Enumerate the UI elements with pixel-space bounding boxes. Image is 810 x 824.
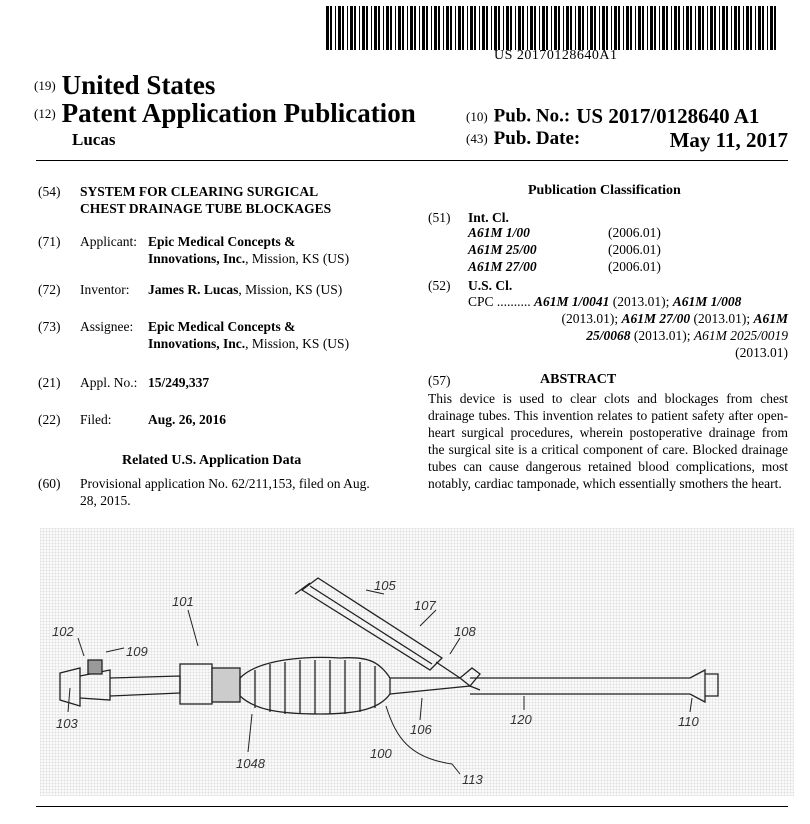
- barcode-bar: [347, 6, 348, 50]
- cpc-version: (2013.01);: [630, 328, 694, 343]
- barcode-bar: [494, 6, 497, 50]
- barcode-bar: [527, 6, 528, 50]
- appl-code: (21): [38, 375, 61, 390]
- barcode-bar: [755, 6, 756, 50]
- intcl-version: (2006.01): [608, 225, 661, 240]
- pub-date-value: May 11, 2017: [669, 128, 788, 152]
- country-name: United States: [61, 70, 216, 100]
- barcode-bar: [474, 6, 476, 50]
- barcode-bar: [374, 6, 377, 50]
- figure-label: 120: [510, 712, 532, 727]
- barcode-bar: [542, 6, 545, 50]
- barcode-bar: [422, 6, 425, 50]
- barcode-bar: [714, 6, 716, 50]
- barcode-bar: [359, 6, 360, 50]
- barcode-bar: [686, 6, 689, 50]
- barcode-bar: [690, 6, 692, 50]
- barcode-bar: [522, 6, 524, 50]
- barcode-bar: [479, 6, 480, 50]
- provisional-line-2: 28, 2015.: [80, 493, 131, 508]
- barcode-bar: [762, 6, 764, 50]
- country-line: [34, 70, 215, 101]
- barcode-bar: [518, 6, 521, 50]
- applicant-name-2: Innovations, Inc.: [148, 251, 246, 266]
- figure-label: 102: [52, 624, 74, 639]
- barcode-bar: [330, 6, 332, 50]
- long-tube: [470, 670, 718, 702]
- barcode-bar: [414, 6, 416, 50]
- inventor-label: Inventor:: [80, 282, 130, 297]
- appl-number: 15/249,337: [148, 375, 210, 390]
- connector: [390, 668, 480, 694]
- appl-label: Appl. No.:: [80, 375, 138, 390]
- barcode-bar: [383, 6, 384, 50]
- pub-no-code: (10): [466, 108, 488, 124]
- title-line-2: CHEST DRAINAGE TUBE BLOCKAGES: [80, 201, 332, 216]
- barcode-bar: [750, 6, 752, 50]
- cpc-class: A61M 27/00: [621, 311, 691, 326]
- barcode-bar: [335, 6, 336, 50]
- abstract-text: This device is used to clear clots and blockages from chest drainage tubes. This invention relates to patient safety after open-heart surgical procedures, wherein postoperative drainage from the surgical site is a critical component of care. Blocked drainage tubes can cause dangerous retained blood complications, most notably, cardiac tamponade, which essentially smothers the heart.: [428, 391, 788, 491]
- barcode-bar: [702, 6, 704, 50]
- barcode-bar: [674, 6, 677, 50]
- barcode-bar: [539, 6, 540, 50]
- footer-divider: [36, 806, 788, 807]
- applicant-label: Applicant:: [80, 234, 137, 249]
- barcode-bar: [594, 6, 596, 50]
- barcode-bar: [671, 6, 672, 50]
- barcode-bar: [743, 6, 744, 50]
- barcode: [326, 6, 780, 50]
- barcode-bar: [566, 6, 569, 50]
- applicant-field: [38, 233, 388, 267]
- barcode-bar: [647, 6, 648, 50]
- barcode-bar: [611, 6, 612, 50]
- barcode-bar: [534, 6, 536, 50]
- barcode-bar: [455, 6, 456, 50]
- header-inventor: Lucas: [72, 130, 116, 149]
- barcode-bar: [470, 6, 473, 50]
- intcl-table: [468, 225, 661, 276]
- applicant-code: (71): [38, 234, 61, 249]
- intcl-class: A61M 27/00: [468, 259, 537, 274]
- barcode-bar: [726, 6, 728, 50]
- uscl-label: U.S. Cl.: [468, 278, 513, 293]
- barcode-bar: [431, 6, 432, 50]
- barcode-bar: [578, 6, 581, 50]
- barcode-bar: [450, 6, 452, 50]
- barcode-bar: [638, 6, 641, 50]
- figure-label: 109: [126, 644, 148, 659]
- cpc-class: 25/0068: [586, 328, 631, 343]
- inventor-code: (72): [38, 282, 61, 297]
- barcode-bar: [362, 6, 365, 50]
- barcode-bar: [446, 6, 449, 50]
- filed-label: Filed:: [80, 412, 112, 427]
- intcl-row: [468, 242, 661, 259]
- provisional-line-1: Provisional application No. 62/211,153, filed on Aug.: [80, 476, 370, 491]
- intcl-label: Int. Cl.: [468, 210, 509, 225]
- barcode-bar: [371, 6, 372, 50]
- patent-figure: [40, 528, 794, 796]
- barcode-bar: [707, 6, 708, 50]
- barcode-bar: [326, 6, 329, 50]
- barcode-bar: [698, 6, 701, 50]
- barcode-bar: [618, 6, 620, 50]
- barcode-bar: [530, 6, 533, 50]
- publication-type-line: [34, 98, 416, 129]
- appl-no-field: [38, 374, 388, 391]
- pubtype-code: (12): [34, 105, 56, 121]
- barcode-bar: [642, 6, 644, 50]
- figure-label: 106: [410, 722, 432, 737]
- pub-date-code: (43): [466, 131, 488, 146]
- related-heading: Related U.S. Application Data: [122, 453, 302, 468]
- barcode-bar: [419, 6, 420, 50]
- filed-field: [38, 411, 388, 428]
- uscl-code: (52): [428, 278, 451, 293]
- barcode-bar: [551, 6, 552, 50]
- barcode-bar: [498, 6, 500, 50]
- barcode-bar: [395, 6, 396, 50]
- barcode-bar: [354, 6, 356, 50]
- figure-label: 105: [374, 578, 396, 593]
- barcode-bar: [590, 6, 593, 50]
- intcl-version: (2006.01): [608, 259, 661, 274]
- barcode-bar: [546, 6, 548, 50]
- figure-label: 110: [678, 714, 699, 729]
- cpc-class: A61M 1/008: [672, 294, 742, 309]
- barcode-bar: [659, 6, 660, 50]
- barcode-bar: [426, 6, 428, 50]
- barcode-bar: [683, 6, 684, 50]
- barcode-bar: [486, 6, 488, 50]
- barcode-bar: [774, 6, 776, 50]
- barcode-bar: [515, 6, 516, 50]
- barcode-bar: [438, 6, 440, 50]
- barcode-bar: [350, 6, 353, 50]
- cpc-line-4: (2013.01): [735, 345, 788, 360]
- barcode-bar: [731, 6, 732, 50]
- barcode-bar: [570, 6, 572, 50]
- barcode-bar: [407, 6, 408, 50]
- provisional-field: [38, 475, 398, 509]
- intcl-class: A61M 25/00: [468, 242, 537, 257]
- cpc-block: [468, 293, 788, 361]
- barcode-bar: [575, 6, 576, 50]
- barcode-bar: [602, 6, 605, 50]
- barcode-bar: [503, 6, 504, 50]
- barcode-bar: [587, 6, 588, 50]
- figure-label: 101: [172, 594, 194, 609]
- barcode-bar: [338, 6, 341, 50]
- barcode-bar: [738, 6, 740, 50]
- barcode-bar: [402, 6, 404, 50]
- assignee-name-1: Epic Medical Concepts &: [148, 319, 296, 334]
- cpc-version: (2013.01);: [690, 311, 754, 326]
- barcode-bar: [758, 6, 761, 50]
- document-number: US 20170128640A1: [494, 48, 618, 63]
- barcode-bar: [630, 6, 632, 50]
- cpc-version: (2013.01);: [561, 311, 622, 326]
- filed-code: (22): [38, 412, 61, 427]
- barcode-bar: [614, 6, 617, 50]
- barcode-bar: [554, 6, 557, 50]
- barcode-bar: [467, 6, 468, 50]
- barcode-bar: [582, 6, 584, 50]
- barcode-bar: [606, 6, 608, 50]
- inventor-name: James R. Lucas: [148, 282, 239, 297]
- header-divider: [36, 160, 788, 161]
- intcl-row: [468, 259, 661, 276]
- assignee-name-2: Innovations, Inc.: [148, 336, 246, 351]
- barcode-bar: [623, 6, 624, 50]
- figure-label: 108: [454, 624, 476, 639]
- barcode-bar: [434, 6, 437, 50]
- barcode-bar: [482, 6, 485, 50]
- barcode-bar: [662, 6, 665, 50]
- pub-no-value: US 2017/0128640 A1: [576, 104, 760, 128]
- assignee-label: Assignee:: [80, 319, 134, 334]
- barcode-bar: [342, 6, 344, 50]
- pub-number-line: [466, 104, 759, 129]
- figure-label: 1048: [236, 756, 265, 771]
- cpc-line-3: [468, 327, 788, 344]
- inventor-location: , Mission, KS (US): [238, 282, 343, 297]
- cpc-label: CPC ..........: [468, 294, 531, 309]
- barcode-bar: [635, 6, 636, 50]
- cpc-class: A61M 1/0041: [534, 294, 610, 309]
- barcode-bar: [678, 6, 680, 50]
- filed-date: Aug. 26, 2016: [148, 412, 227, 427]
- intcl-row: [468, 225, 661, 242]
- figure-label: 113: [462, 772, 483, 787]
- barcode-bar: [366, 6, 368, 50]
- barcode-bar: [506, 6, 509, 50]
- barcode-bar: [491, 6, 492, 50]
- barcode-bar: [378, 6, 380, 50]
- barcode-bar: [770, 6, 773, 50]
- barcode-bar: [443, 6, 444, 50]
- bulb: [240, 657, 390, 714]
- figure-label: 107: [414, 598, 436, 613]
- inventor-field: [38, 281, 388, 298]
- barcode-bar: [558, 6, 560, 50]
- barcode-bar: [599, 6, 600, 50]
- cpc-version: (2013.01);: [609, 294, 673, 309]
- title-line-1: SYSTEM FOR CLEARING SURGICAL: [80, 184, 319, 199]
- publication-type: Patent Application Publication: [61, 98, 416, 128]
- intcl-class: A61M 1/00: [468, 225, 530, 240]
- prov-code: (60): [38, 476, 61, 491]
- barcode-bar: [510, 6, 512, 50]
- intcl-version: (2006.01): [608, 242, 661, 257]
- cpc-line-1: [468, 293, 788, 310]
- applicant-name-1: Epic Medical Concepts &: [148, 234, 296, 249]
- barcode-bar: [458, 6, 461, 50]
- barcode-bar: [386, 6, 389, 50]
- pub-no-label: Pub. No.:: [493, 105, 571, 127]
- figure-label: 100: [370, 746, 392, 761]
- barcode-bar: [767, 6, 768, 50]
- barcode-bar: [654, 6, 656, 50]
- pub-date-line: [466, 128, 788, 150]
- country-code: (19): [34, 77, 56, 93]
- left-tube: [60, 660, 240, 706]
- barcode-bar: [710, 6, 713, 50]
- classification-heading: Publication Classification: [528, 183, 681, 198]
- device-drawing: [40, 528, 794, 796]
- barcode-bar: [695, 6, 696, 50]
- pub-date-label: Pub. Date:: [493, 128, 581, 149]
- barcode-bar: [390, 6, 392, 50]
- barcode-bar: [722, 6, 725, 50]
- applicant-location: , Mission, KS (US): [245, 251, 350, 266]
- barcode-bar: [563, 6, 564, 50]
- assignee-field: [38, 318, 388, 352]
- abstract-code: (57): [428, 373, 451, 388]
- abstract-heading: ABSTRACT: [540, 372, 617, 387]
- assignee-code: (73): [38, 319, 61, 334]
- intcl-code: (51): [428, 210, 451, 225]
- title-field: [38, 183, 388, 217]
- barcode-bar: [650, 6, 653, 50]
- cpc-line-2: [468, 310, 788, 327]
- barcode-bar: [719, 6, 720, 50]
- cpc-class: A61M: [753, 311, 788, 326]
- barcode-bar: [746, 6, 749, 50]
- barcode-bar: [398, 6, 401, 50]
- title-code: (54): [38, 184, 61, 199]
- barcode-bar: [462, 6, 464, 50]
- barcode-bar: [410, 6, 413, 50]
- figure-label: 103: [56, 716, 78, 731]
- barcode-bar: [626, 6, 629, 50]
- barcode-bar: [666, 6, 668, 50]
- assignee-location: , Mission, KS (US): [245, 336, 350, 351]
- barcode-bar: [734, 6, 737, 50]
- cpc-class: A61M 2025/0019: [693, 328, 788, 343]
